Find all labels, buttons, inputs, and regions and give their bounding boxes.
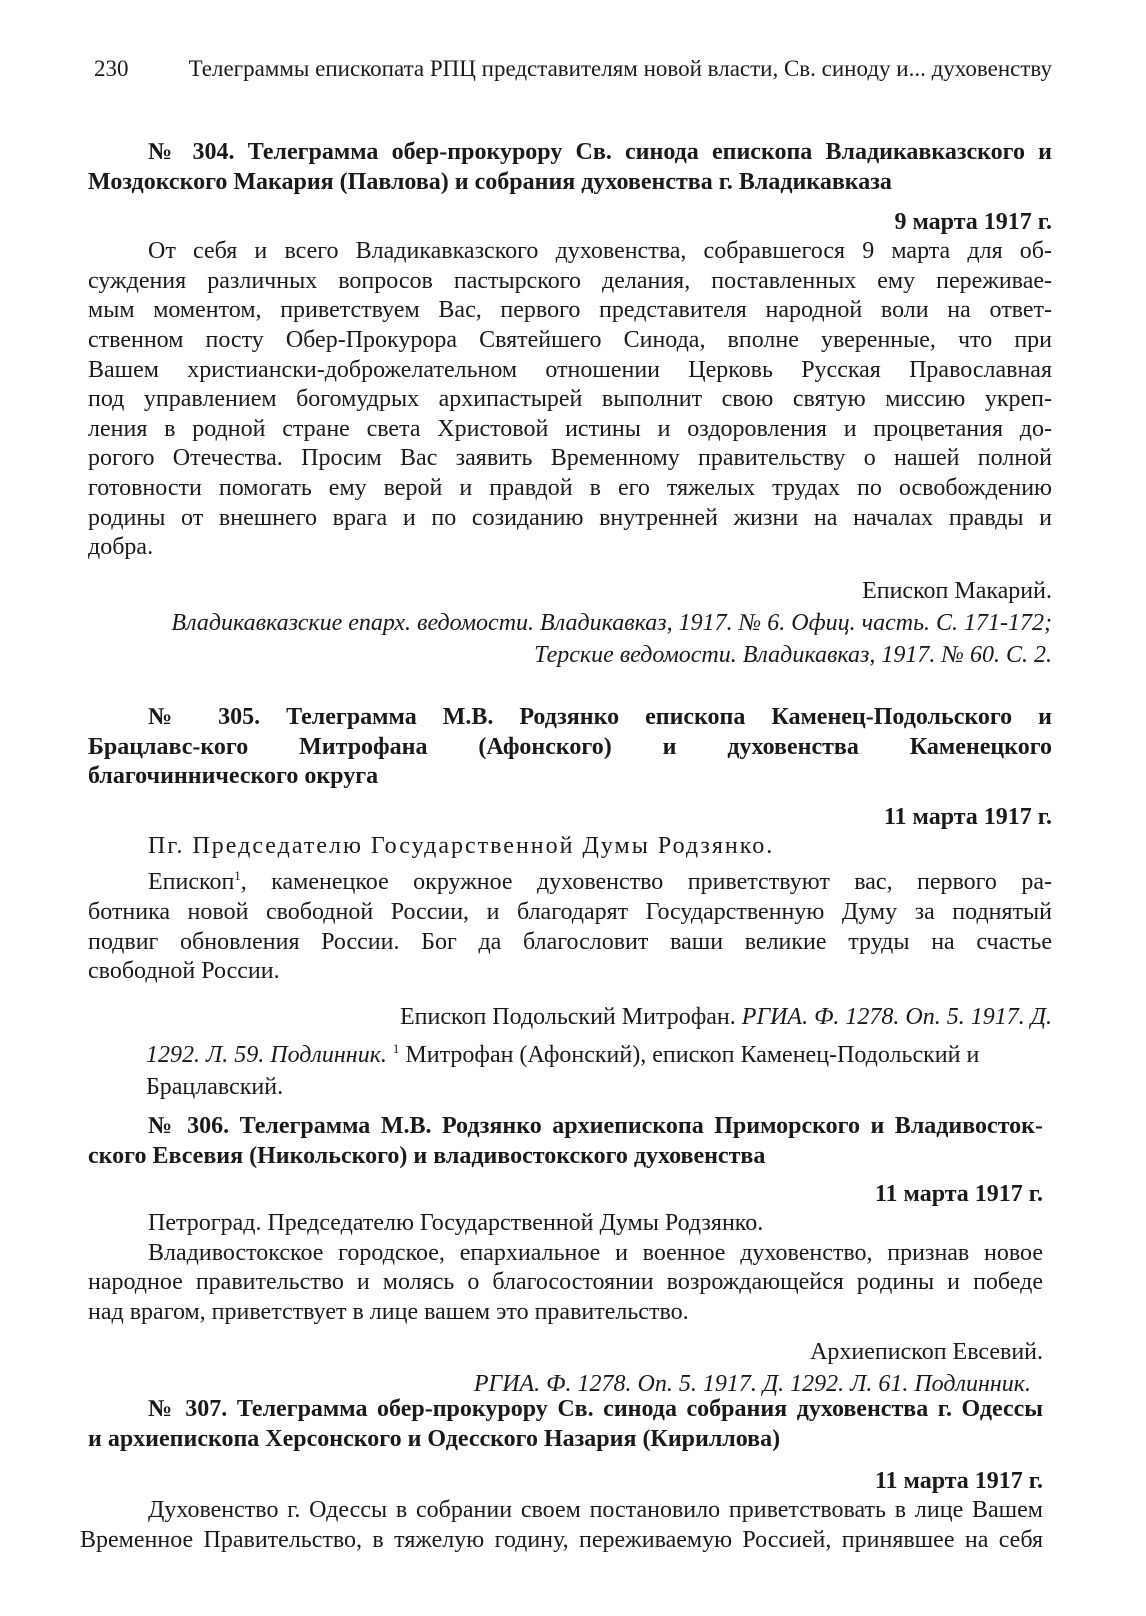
title-line: благочиннического округа bbox=[88, 763, 379, 790]
doc-date: 9 марта 1917 г. bbox=[894, 209, 1052, 236]
doc-date: 11 марта 1917 г. bbox=[874, 1468, 1043, 1495]
title-line: Брацлавс-кого Митрофана (Афонского) и духовенства Каменецкого bbox=[88, 733, 1052, 760]
signature-source bbox=[88, 1001, 1052, 1033]
body-line: родины от внешнего врага и по созиданию внутренней жизни на началах правды и bbox=[88, 504, 1052, 531]
document-306 bbox=[88, 1112, 1043, 1400]
body-text: Епископ bbox=[148, 869, 235, 896]
title-line: ского Евсевия (Никольского) и владивостокского духовенства bbox=[88, 1142, 766, 1169]
doc-body bbox=[88, 1239, 1043, 1328]
body-line: Духовенство г. Одессы в собрании своем постановило приветствовать в лице Вашем bbox=[148, 1497, 1043, 1524]
body-line: рогого Отечества. Просим Вас заявить Временному правительству о нашей полной bbox=[88, 445, 1052, 472]
doc-date: 11 марта 1917 г. bbox=[874, 1181, 1043, 1208]
body-line: мым моментом, приветствуем Вас, первого представителя народной воли на ответ- bbox=[88, 297, 1052, 324]
title-line: № 306. Телеграмма М.В. Родзянко архиепископа Приморского и Владивосток- bbox=[148, 1113, 1043, 1139]
doc-body bbox=[88, 237, 1052, 563]
body-line: От себя и всего Владикавказского духовенства, собравшегося 9 марта для об- bbox=[148, 238, 1052, 265]
source: 1292. Л. 59. Подлинник. bbox=[146, 1041, 387, 1068]
title-line: № 304. Телеграмма обер-прокурору Св. синода епископа Владикавказского и bbox=[148, 139, 1052, 165]
document-304 bbox=[88, 138, 1052, 671]
address: Пг. Председателю Государственной Думы Родзянко. bbox=[148, 832, 775, 859]
running-title: Телеграммы епископата РПЦ представителям новой власти, Св. синоду и... духовенству bbox=[188, 56, 1052, 81]
doc-title bbox=[88, 1112, 1043, 1171]
body-text: , каменецкое окружное духовенство приветствуют вас, первого ра- bbox=[240, 869, 1052, 896]
footnote-end: Брацлавский. bbox=[146, 1073, 284, 1100]
title-line: № 305. Телеграмма М.В. Родзянко епископа Каменец-Подольского и bbox=[148, 704, 1052, 730]
body-line: свободной России. bbox=[88, 958, 280, 985]
title-line: № 307. Телеграмма обер-прокурору Св. синода собрания духовенства г. Одессы bbox=[148, 1396, 1043, 1422]
doc-date: 11 марта 1917 г. bbox=[883, 803, 1052, 830]
source: РГИА. Ф. 1278. Оп. 5. 1917. Д. 1292. Л. 61. Подлинник. bbox=[473, 1370, 1031, 1397]
source: Владикавказские епарх. ведомости. Владикавказ, 1917. № 6. Офиц. часть. С. 171-172; bbox=[171, 609, 1052, 636]
footnote-text: Митрофан (Афонский), епископ Каменец-Подольский и bbox=[405, 1041, 980, 1068]
doc-title bbox=[88, 1395, 1043, 1454]
footnote-ref: 1 bbox=[234, 868, 241, 884]
doc-body bbox=[88, 861, 1052, 986]
body-line: над врагом, приветствует в лице вашем это правительство. bbox=[88, 1298, 689, 1325]
doc-body bbox=[80, 1496, 1043, 1555]
page-number: 230 bbox=[94, 56, 129, 81]
footnote-mark: 1 bbox=[392, 1040, 400, 1056]
doc-title bbox=[88, 138, 1052, 197]
body-line: Владивостокское городское, епархиальное и военное духовенство, признав новое bbox=[148, 1239, 1043, 1266]
body-line: народное правительство и молясь о благосостоянии возрождающейся родины и победе bbox=[88, 1269, 1043, 1296]
body-line: добра. bbox=[88, 534, 154, 561]
signature: Епископ Подольский Митрофан. bbox=[400, 1003, 736, 1030]
body-line: под управлением богомудрых архипастырей выполнит свою святую миссию укреп- bbox=[88, 386, 1052, 413]
body-line: ботника новой свободной России, и благодарят Государственную Думу за поднятый bbox=[88, 898, 1052, 925]
source: РГИА. Ф. 1278. Оп. 5. 1917. Д. bbox=[741, 1003, 1052, 1030]
body-line: подвиг обновления России. Бог да благословит ваши великие труды на счастье bbox=[88, 928, 1052, 955]
signature: Епископ Макарий. bbox=[862, 577, 1052, 604]
doc-title bbox=[88, 703, 1052, 792]
body-line: ственном посту Обер-Прокурора Святейшего Синода, вполне уверенные, что при bbox=[88, 326, 1052, 353]
body-line: Вашем христиански-доброжелательном отношении Церковь Русская Православная bbox=[88, 356, 1052, 383]
title-line: и архиепископа Херсонского и Одесского Назария (Кириллова) bbox=[88, 1425, 781, 1452]
body-line bbox=[88, 861, 1052, 898]
document-305 bbox=[88, 703, 1052, 1103]
address: Петроград. Председателю Государственной Думы Родзянко. bbox=[148, 1210, 764, 1237]
body-line: готовности помогать ему верой и правдой в его тяжелых трудах по освобождению bbox=[88, 474, 1052, 501]
body-line: ления в родной стране света Христовой истины и оздоровления и процветания до- bbox=[88, 415, 1052, 442]
source-footnote bbox=[88, 1033, 1052, 1071]
document-307 bbox=[80, 1395, 1043, 1555]
body-line: Временное Правительство, в тяжелую годину, переживаемую Россией, принявшее на себя bbox=[80, 1526, 1043, 1553]
body-line: суждения различных вопросов пастырского делания, поставленных ему переживае- bbox=[88, 267, 1052, 294]
title-line: Моздокского Макария (Павлова) и собрания духовенства г. Владикавказа bbox=[88, 168, 892, 195]
signature: Архиепископ Евсевий. bbox=[810, 1338, 1043, 1365]
source: Терские ведомости. Владикавказ, 1917. № 60. С. 2. bbox=[534, 641, 1052, 668]
